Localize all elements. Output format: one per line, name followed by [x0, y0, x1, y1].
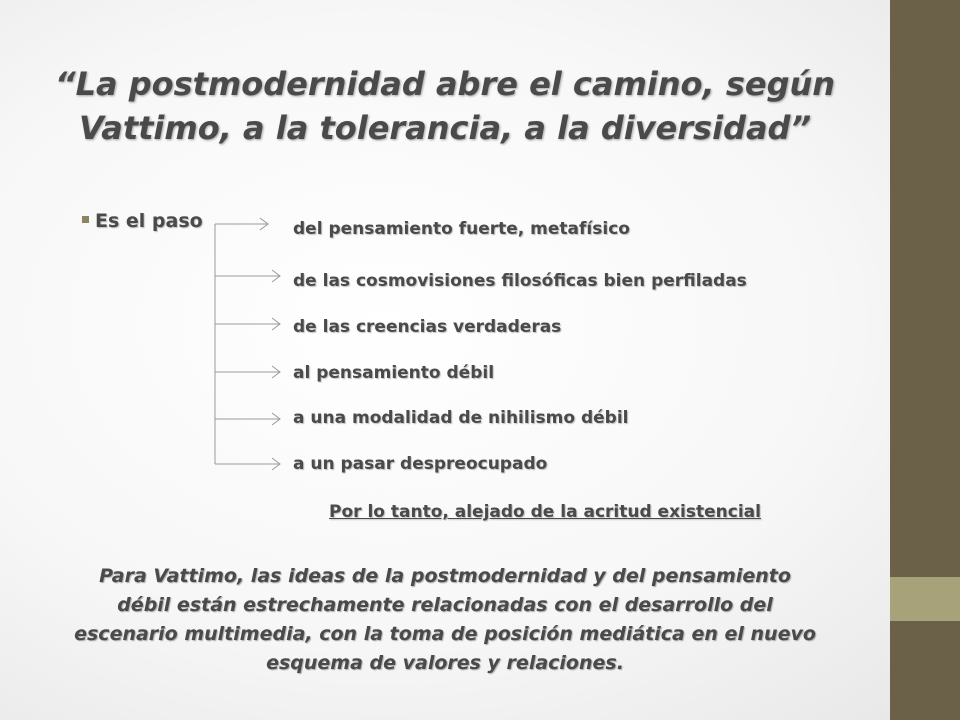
list-item: del pensamiento fuerte, metafísico — [293, 219, 630, 239]
conclusion-text: Por lo tanto, alejado de la acritud existencial — [329, 502, 761, 522]
list-item: al pensamiento débil — [293, 363, 495, 383]
summary-paragraph: Para Vattimo, las ideas de la postmodernidad y del pensamiento débil están estrechamente relacionadas con el desarrollo del escenario multimedia, con la toma de posición mediática en el nuevo esquema de valores y relaciones. — [74, 565, 816, 674]
sidebar-dark-bottom — [890, 621, 960, 720]
list-item: de las cosmovisiones filosóficas bien perfiladas — [293, 271, 747, 291]
bullet-label: Es el paso — [95, 210, 203, 232]
sidebar-dark-top — [890, 0, 960, 577]
list-item: de las creencias verdaderas — [293, 317, 562, 337]
list-item: a un pasar despreocupado — [293, 454, 548, 474]
list-item: a una modalidad de nihilismo débil — [293, 408, 629, 428]
sidebar-accent-band — [890, 577, 960, 621]
slide-title: “La postmodernidad abre el camino, según Vattimo, a la tolerancia, a la diversidad” — [54, 65, 836, 147]
